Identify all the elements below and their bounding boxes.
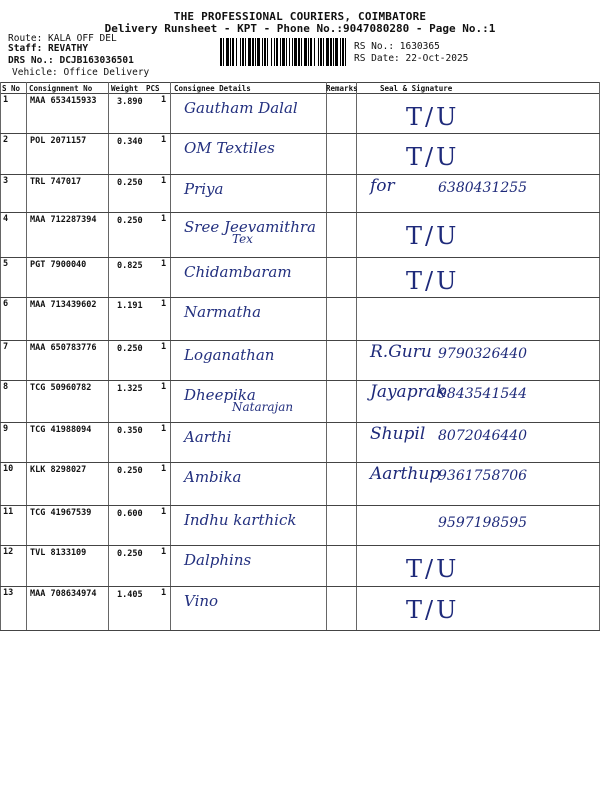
- row-sno: 10: [3, 464, 14, 474]
- table-row: [0, 257, 600, 298]
- vehicle-label: Vehicle: Office Delivery: [12, 67, 150, 78]
- staff-label: Staff: REVATHY: [8, 43, 89, 54]
- row-sno: 7: [3, 342, 9, 352]
- row-consignee-name: Ambika: [184, 468, 242, 486]
- row-sno: 9: [3, 424, 9, 434]
- col-header-signature: Seal & Signature: [380, 84, 453, 93]
- row-consignee-name: Vino: [184, 592, 219, 610]
- row-pcs: 1: [161, 424, 167, 434]
- row-consignment-no: TCG 50960782: [30, 383, 92, 393]
- row-signature: for: [370, 176, 395, 196]
- row-sno: 4: [3, 214, 9, 224]
- row-consignment-no: MAA 713439602: [30, 300, 97, 310]
- row-signature: Aarthup: [370, 464, 441, 484]
- row-signature-phone: 9597198595: [438, 515, 528, 531]
- col-header-remarks: Remarks: [326, 84, 358, 93]
- drs-label: DRS No.: DCJB163036501: [8, 55, 134, 66]
- row-weight: 0.350: [117, 426, 143, 436]
- row-signature-phone: 9361758706: [438, 468, 528, 484]
- row-sno: 6: [3, 299, 9, 309]
- row-sno: 13: [3, 588, 14, 598]
- runsheet-subtitle: Delivery Runsheet - KPT - Phone No.:9047080280 - Page No.:1: [104, 22, 496, 35]
- row-signature: T/U: [406, 143, 460, 171]
- row-pcs: 1: [161, 135, 167, 145]
- row-signature: Shupil: [370, 424, 426, 444]
- row-consignment-no: PGT 7900040: [30, 260, 87, 270]
- col-header-pcs: PCS: [146, 84, 160, 93]
- col-header-consignee: Consignee Details: [174, 84, 251, 93]
- row-consignment-no: TVL 8133109: [30, 548, 87, 558]
- rs-number: RS No.: 1630365: [354, 41, 440, 52]
- row-consignee-name: Loganathan: [184, 346, 275, 364]
- runsheet-title: THE PROFESSIONAL COURIERS, COIMBATORE: [173, 10, 427, 23]
- row-sno: 5: [3, 259, 9, 269]
- row-pcs: 1: [161, 259, 167, 269]
- row-consignment-no: KLK 8298027: [30, 465, 87, 475]
- row-weight: 0.250: [117, 344, 143, 354]
- row-consignment-no: TRL 747017: [30, 177, 82, 187]
- row-signature-phone: 8072046440: [438, 428, 528, 444]
- row-sno: 1: [3, 95, 9, 105]
- row-consignee-name: Priya: [184, 180, 224, 198]
- row-pcs: 1: [161, 176, 167, 186]
- row-consignment-no: POL 2071157: [30, 136, 87, 146]
- row-weight: 0.600: [117, 509, 143, 519]
- row-sno: 2: [3, 135, 9, 145]
- row-consignment-no: TCG 41967539: [30, 508, 92, 518]
- row-pcs: 1: [161, 382, 167, 392]
- col-header-weight: Weight: [111, 84, 139, 93]
- row-weight: 0.250: [117, 549, 143, 559]
- row-consignee-name: Chidambaram: [184, 263, 292, 281]
- row-signature-phone: 6380431255: [438, 180, 528, 196]
- row-weight: 0.340: [117, 137, 143, 147]
- row-consignee-name-line2: Tex: [232, 232, 253, 246]
- row-consignment-no: MAA 650783776: [30, 343, 97, 353]
- row-pcs: 1: [161, 547, 167, 557]
- row-signature: T/U: [406, 596, 460, 624]
- row-consignment-no: MAA 653415933: [30, 96, 97, 106]
- row-pcs: 1: [161, 214, 167, 224]
- row-signature: T/U: [406, 555, 460, 583]
- row-weight: 0.825: [117, 261, 143, 271]
- row-weight: 0.250: [117, 178, 143, 188]
- row-sno: 3: [3, 176, 9, 186]
- row-consignment-no: MAA 712287394: [30, 215, 97, 225]
- row-consignee-name: Gautham Dalal: [184, 99, 298, 117]
- col-header-consignment: Consignment No: [29, 84, 93, 93]
- row-signature: Jayaprak: [370, 382, 447, 402]
- row-consignment-no: TCG 41988094: [30, 425, 92, 435]
- row-consignee-name: OM Textiles: [184, 139, 275, 157]
- row-sno: 11: [3, 507, 14, 517]
- row-signature-phone: 9790326440: [438, 346, 528, 362]
- row-pcs: 1: [161, 588, 167, 598]
- table-row: [0, 133, 600, 175]
- row-weight: 3.890: [117, 97, 143, 107]
- row-pcs: 1: [161, 95, 167, 105]
- row-consignee-name: Dalphins: [184, 551, 252, 569]
- row-consignee-name: Aarthi: [184, 428, 232, 446]
- row-consignee-name: Indhu karthick: [184, 511, 297, 529]
- row-signature: R.Guru: [370, 342, 432, 362]
- table-top-rule: [0, 82, 600, 83]
- row-signature: T/U: [406, 103, 460, 131]
- row-weight: 0.250: [117, 216, 143, 226]
- row-pcs: 1: [161, 464, 167, 474]
- table-row: [0, 545, 600, 587]
- row-weight: 1.325: [117, 384, 143, 394]
- col-header-sno: S No: [2, 84, 21, 93]
- row-consignee-name: Narmatha: [184, 303, 262, 321]
- row-pcs: 1: [161, 342, 167, 352]
- row-signature-phone: 9843541544: [438, 386, 528, 402]
- row-consignment-no: MAA 708634974: [30, 589, 97, 599]
- route-label: Route: KALA OFF DEL: [8, 33, 117, 44]
- row-weight: 1.405: [117, 590, 143, 600]
- row-signature: T/U: [406, 222, 460, 250]
- rs-date: RS Date: 22-Oct-2025: [354, 53, 469, 64]
- row-consignee-name: Sree Jeevamithra: [184, 218, 316, 236]
- barcode: [220, 38, 350, 66]
- row-consignee-name-line2: Natarajan: [232, 400, 294, 414]
- row-consignee-name: Dheepika: [184, 386, 256, 404]
- row-sno: 8: [3, 382, 9, 392]
- row-signature: T/U: [406, 267, 460, 295]
- row-weight: 0.250: [117, 466, 143, 476]
- row-weight: 1.191: [117, 301, 143, 311]
- row-sno: 12: [3, 547, 14, 557]
- row-pcs: 1: [161, 299, 167, 309]
- row-pcs: 1: [161, 507, 167, 517]
